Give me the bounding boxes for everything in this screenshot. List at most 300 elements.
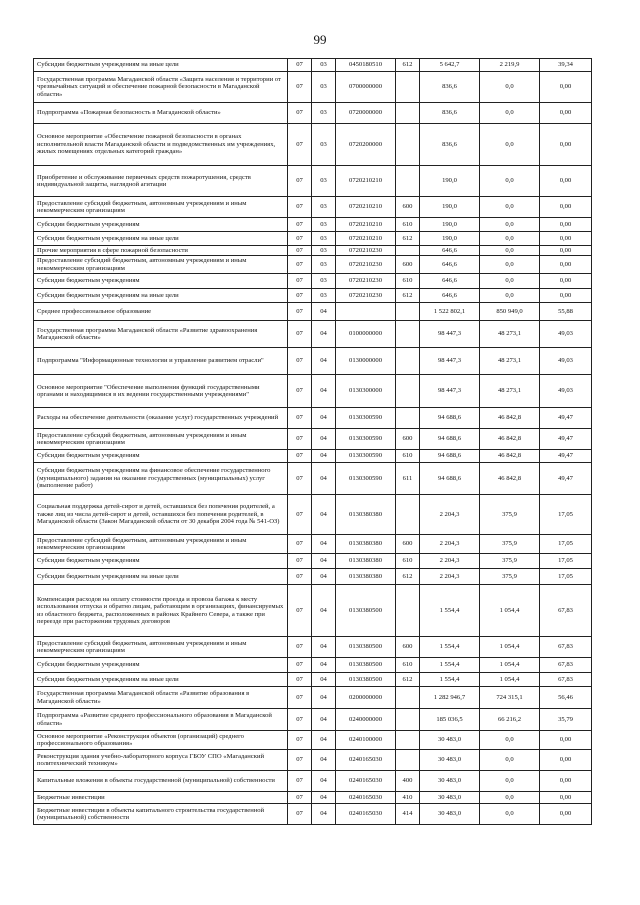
target-article-cell: 0130380380 (336, 554, 396, 569)
section-code-cell: 07 (288, 246, 312, 256)
section-code-cell: 07 (288, 750, 312, 771)
subsection-code-cell: 04 (312, 463, 336, 495)
section-code-cell: 07 (288, 103, 312, 124)
expense-name-cell: Субсидии бюджетным учреждениям на иные цели (34, 569, 288, 585)
expense-name-cell: Предоставление субсидий бюджетным, автономным учреждениям и иным некоммерческим организациям (34, 535, 288, 554)
section-code-cell: 07 (288, 166, 312, 197)
approved-amount-cell: 1 554,4 (420, 637, 480, 658)
expense-type-cell: 400 (396, 771, 420, 792)
target-article-cell: 0130380380 (336, 535, 396, 554)
expense-name-cell: Социальная поддержка детей-сирот и детей, оставшихся без попечения родителей, а также лиц из числа детей-сирот и детей, оставшихся без попечения родителей, в Магаданской области (Закон Магаданской области от 30 декабря 2004 года № 541-ОЗ) (34, 495, 288, 535)
execution-percent-cell: 0,00 (540, 166, 592, 197)
approved-amount-cell: 5 642,7 (420, 59, 480, 72)
table-row (34, 673, 592, 687)
expense-type-cell: 610 (396, 450, 420, 463)
approved-amount-cell: 836,6 (420, 103, 480, 124)
section-code-cell: 07 (288, 429, 312, 450)
target-article-cell: 0240165030 (336, 804, 396, 825)
expense-name-cell: Субсидии бюджетным учреждениям (34, 658, 288, 673)
expense-name-cell: Субсидии бюджетным учреждениям на иные цели (34, 673, 288, 687)
expense-type-cell (396, 303, 420, 321)
subsection-code-cell: 04 (312, 569, 336, 585)
table-row (34, 709, 592, 731)
expense-name-cell: Приобретение и обслуживание первичных средств пожаротушения, средств индивидуальной защиты, наглядной агитации (34, 166, 288, 197)
target-article-cell: 0720210230 (336, 246, 396, 256)
expense-name-cell: Субсидии бюджетным учреждениям (34, 218, 288, 232)
section-code-cell: 07 (288, 463, 312, 495)
executed-amount-cell: 0,0 (480, 72, 540, 103)
expense-type-cell: 610 (396, 554, 420, 569)
target-article-cell: 0240165030 (336, 792, 396, 804)
execution-percent-cell: 0,00 (540, 274, 592, 289)
subsection-code-cell: 03 (312, 246, 336, 256)
section-code-cell: 07 (288, 687, 312, 709)
expense-name-cell: Субсидии бюджетным учреждениям на иные цели (34, 289, 288, 303)
table-row (34, 321, 592, 348)
execution-percent-cell: 0,00 (540, 731, 592, 750)
subsection-code-cell: 03 (312, 72, 336, 103)
table-row (34, 535, 592, 554)
table-row (34, 569, 592, 585)
target-article-cell: 0130000000 (336, 348, 396, 375)
page-number: 99 (313, 32, 327, 47)
executed-amount-cell: 0,0 (480, 124, 540, 166)
subsection-code-cell: 03 (312, 103, 336, 124)
expense-type-cell (396, 687, 420, 709)
table-row (34, 731, 592, 750)
executed-amount-cell: 0,0 (480, 232, 540, 246)
expense-type-cell (396, 408, 420, 429)
expense-type-cell (396, 375, 420, 408)
subsection-code-cell: 04 (312, 731, 336, 750)
expense-name-cell: Среднее профессиональное образование (34, 303, 288, 321)
execution-percent-cell: 67,83 (540, 637, 592, 658)
expense-name-cell: Расходы на обеспечение деятельности (оказание услуг) государственных учреждений (34, 408, 288, 429)
execution-percent-cell: 49,47 (540, 463, 592, 495)
execution-percent-cell: 17,05 (540, 554, 592, 569)
expense-name-cell: Компенсация расходов на оплату стоимости проезда и провоза багажа к месту использования отпуска и обратно лицам, работающим в организациях, финансируемых из областного бюджета, расположенных в районах Крайнего Севера, а также при переезде при расторжении трудовых договоров (34, 585, 288, 637)
expense-name-cell: Основное мероприятие «Реконструкция объектов (организаций) среднего профессионального образования» (34, 731, 288, 750)
executed-amount-cell: 375,9 (480, 554, 540, 569)
table-row (34, 256, 592, 274)
executed-amount-cell: 0,0 (480, 166, 540, 197)
section-code-cell: 07 (288, 495, 312, 535)
expense-name-cell: Государственная программа Магаданской области «Развитие образования в Магаданской области» (34, 687, 288, 709)
section-code-cell: 07 (288, 124, 312, 166)
expense-name-cell: Бюджетные инвестиции в объекты капитального строительства государственной (муниципальной) собственности (34, 804, 288, 825)
expense-name-cell: Основное мероприятие "Обеспечение выполнения функций государственными органами и находящимися в их ведении государственными учреждениями" (34, 375, 288, 408)
executed-amount-cell: 0,0 (480, 289, 540, 303)
subsection-code-cell: 04 (312, 585, 336, 637)
table-row (34, 289, 592, 303)
table-row (34, 408, 592, 429)
approved-amount-cell: 190,0 (420, 197, 480, 218)
expense-type-cell: 600 (396, 256, 420, 274)
execution-percent-cell: 0,00 (540, 124, 592, 166)
execution-percent-cell: 0,00 (540, 750, 592, 771)
section-code-cell: 07 (288, 771, 312, 792)
execution-percent-cell: 35,79 (540, 709, 592, 731)
target-article-cell: 0130300590 (336, 450, 396, 463)
executed-amount-cell: 0,0 (480, 771, 540, 792)
section-code-cell: 07 (288, 804, 312, 825)
executed-amount-cell: 48 273,1 (480, 375, 540, 408)
expense-type-cell (396, 495, 420, 535)
expense-name-cell: Государственная программа Магаданской области «Развитие здравоохранения Магаданской области» (34, 321, 288, 348)
expense-type-cell (396, 166, 420, 197)
expense-type-cell: 612 (396, 569, 420, 585)
executed-amount-cell: 1 054,4 (480, 637, 540, 658)
target-article-cell: 0720210230 (336, 256, 396, 274)
executed-amount-cell: 0,0 (480, 103, 540, 124)
target-article-cell: 0700000000 (336, 72, 396, 103)
approved-amount-cell: 98 447,3 (420, 375, 480, 408)
execution-percent-cell: 49,47 (540, 429, 592, 450)
expense-type-cell (396, 246, 420, 256)
expense-name-cell: Субсидии бюджетным учреждениям на иные цели (34, 59, 288, 72)
execution-percent-cell: 67,83 (540, 673, 592, 687)
target-article-cell: 0720210230 (336, 274, 396, 289)
table-row (34, 463, 592, 495)
expense-type-cell (396, 72, 420, 103)
subsection-code-cell: 04 (312, 375, 336, 408)
execution-percent-cell: 0,00 (540, 218, 592, 232)
subsection-code-cell: 04 (312, 804, 336, 825)
executed-amount-cell: 48 273,1 (480, 321, 540, 348)
section-code-cell: 07 (288, 375, 312, 408)
expense-type-cell (396, 348, 420, 375)
expense-type-cell (396, 709, 420, 731)
table-row (34, 197, 592, 218)
expense-type-cell: 610 (396, 274, 420, 289)
approved-amount-cell: 94 688,6 (420, 429, 480, 450)
executed-amount-cell: 0,0 (480, 218, 540, 232)
target-article-cell: 0130380500 (336, 585, 396, 637)
target-article-cell: 0720210210 (336, 232, 396, 246)
subsection-code-cell: 04 (312, 709, 336, 731)
execution-percent-cell: 49,03 (540, 348, 592, 375)
table-row (34, 429, 592, 450)
subsection-code-cell: 04 (312, 429, 336, 450)
approved-amount-cell: 646,6 (420, 256, 480, 274)
approved-amount-cell: 646,6 (420, 246, 480, 256)
executed-amount-cell: 724 315,1 (480, 687, 540, 709)
executed-amount-cell: 850 949,0 (480, 303, 540, 321)
target-article-cell: 0130380500 (336, 673, 396, 687)
expense-name-cell: Капитальные вложения в объекты государственной (муниципальной) собственности (34, 771, 288, 792)
section-code-cell: 07 (288, 554, 312, 569)
approved-amount-cell: 1 554,4 (420, 658, 480, 673)
executed-amount-cell: 1 054,4 (480, 673, 540, 687)
executed-amount-cell: 46 842,8 (480, 408, 540, 429)
expense-type-cell (396, 731, 420, 750)
expense-name-cell: Подпрограмма «Пожарная безопасность в Магаданской области» (34, 103, 288, 124)
table-row (34, 687, 592, 709)
executed-amount-cell: 0,0 (480, 792, 540, 804)
expense-name-cell: Подпрограмма "Информационные технологии и управление развитием отрасли" (34, 348, 288, 375)
subsection-code-cell: 04 (312, 450, 336, 463)
table-row (34, 246, 592, 256)
approved-amount-cell: 190,0 (420, 166, 480, 197)
approved-amount-cell: 2 204,3 (420, 554, 480, 569)
table-row (34, 303, 592, 321)
approved-amount-cell: 30 483,0 (420, 792, 480, 804)
table-row (34, 792, 592, 804)
table-row (34, 103, 592, 124)
executed-amount-cell: 2 219,9 (480, 59, 540, 72)
approved-amount-cell: 1 554,4 (420, 673, 480, 687)
table-row (34, 124, 592, 166)
section-code-cell: 07 (288, 274, 312, 289)
execution-percent-cell: 17,05 (540, 569, 592, 585)
executed-amount-cell: 1 054,4 (480, 585, 540, 637)
approved-amount-cell: 94 688,6 (420, 463, 480, 495)
execution-percent-cell: 17,05 (540, 535, 592, 554)
table-row (34, 804, 592, 825)
table-row (34, 274, 592, 289)
expense-type-cell (396, 750, 420, 771)
approved-amount-cell: 30 483,0 (420, 771, 480, 792)
expense-name-cell: Реконструкция здания учебно-лабораторного корпуса ГБОУ СПО «Магаданский политехнический техникум» (34, 750, 288, 771)
executed-amount-cell: 46 842,8 (480, 450, 540, 463)
executed-amount-cell: 375,9 (480, 535, 540, 554)
execution-percent-cell: 0,00 (540, 246, 592, 256)
table-row (34, 348, 592, 375)
target-article-cell: 0130300590 (336, 463, 396, 495)
expense-type-cell (396, 585, 420, 637)
target-article-cell: 0130380380 (336, 569, 396, 585)
expense-name-cell: Субсидии бюджетным учреждениям (34, 274, 288, 289)
subsection-code-cell: 04 (312, 495, 336, 535)
executed-amount-cell: 66 216,2 (480, 709, 540, 731)
approved-amount-cell: 2 204,3 (420, 495, 480, 535)
subsection-code-cell: 04 (312, 687, 336, 709)
section-code-cell: 07 (288, 569, 312, 585)
expense-name-cell: Государственная программа Магаданской области «Защита населения и территории от чрезвычайных ситуаций и обеспечение пожарной безопасности в Магаданской области» (34, 72, 288, 103)
expense-name-cell: Основное мероприятие «Обеспечение пожарной безопасности в органах исполнительной власти Магаданской области и подведомственных им учреждениях, жилых помещениях отдельных категорий граждан» (34, 124, 288, 166)
execution-percent-cell: 49,03 (540, 321, 592, 348)
approved-amount-cell: 30 483,0 (420, 804, 480, 825)
subsection-code-cell: 04 (312, 673, 336, 687)
approved-amount-cell: 1 554,4 (420, 585, 480, 637)
execution-percent-cell: 49,03 (540, 375, 592, 408)
approved-amount-cell: 30 483,0 (420, 731, 480, 750)
expense-name-cell: Субсидии бюджетным учреждениям (34, 450, 288, 463)
section-code-cell: 07 (288, 709, 312, 731)
executed-amount-cell: 375,9 (480, 495, 540, 535)
subsection-code-cell: 03 (312, 124, 336, 166)
executed-amount-cell: 0,0 (480, 274, 540, 289)
approved-amount-cell: 836,6 (420, 72, 480, 103)
expense-name-cell: Субсидии бюджетным учреждениям на иные цели (34, 232, 288, 246)
section-code-cell: 07 (288, 585, 312, 637)
execution-percent-cell: 0,00 (540, 103, 592, 124)
approved-amount-cell: 98 447,3 (420, 321, 480, 348)
execution-percent-cell: 0,00 (540, 197, 592, 218)
target-article-cell: 0100000000 (336, 321, 396, 348)
executed-amount-cell: 46 842,8 (480, 429, 540, 450)
table-row (34, 166, 592, 197)
table-row (34, 554, 592, 569)
section-code-cell: 07 (288, 658, 312, 673)
approved-amount-cell: 30 483,0 (420, 750, 480, 771)
table-row (34, 637, 592, 658)
subsection-code-cell: 04 (312, 750, 336, 771)
expense-type-cell: 410 (396, 792, 420, 804)
target-article-cell: 0130380380 (336, 495, 396, 535)
execution-percent-cell: 0,00 (540, 72, 592, 103)
section-code-cell: 07 (288, 72, 312, 103)
executed-amount-cell: 46 842,8 (480, 463, 540, 495)
target-article-cell: 0720210210 (336, 218, 396, 232)
section-code-cell: 07 (288, 731, 312, 750)
target-article-cell: 0720210210 (336, 166, 396, 197)
table-row (34, 771, 592, 792)
execution-percent-cell: 0,00 (540, 771, 592, 792)
subsection-code-cell: 04 (312, 348, 336, 375)
subsection-code-cell: 03 (312, 232, 336, 246)
approved-amount-cell: 190,0 (420, 232, 480, 246)
subsection-code-cell: 04 (312, 554, 336, 569)
budget-table-body (34, 59, 592, 825)
target-article-cell: 0130300590 (336, 408, 396, 429)
execution-percent-cell: 56,46 (540, 687, 592, 709)
section-code-cell: 07 (288, 450, 312, 463)
section-code-cell: 07 (288, 232, 312, 246)
table-row (34, 218, 592, 232)
section-code-cell: 07 (288, 321, 312, 348)
executed-amount-cell: 0,0 (480, 804, 540, 825)
target-article-cell: 0450180510 (336, 59, 396, 72)
table-row (34, 232, 592, 246)
target-article-cell: 0130300000 (336, 375, 396, 408)
approved-amount-cell: 1 522 802,1 (420, 303, 480, 321)
execution-percent-cell: 55,88 (540, 303, 592, 321)
expense-type-cell: 600 (396, 535, 420, 554)
target-article-cell: 0720200000 (336, 124, 396, 166)
expense-type-cell (396, 103, 420, 124)
expense-type-cell (396, 124, 420, 166)
table-row (34, 585, 592, 637)
target-article-cell: 0240100000 (336, 731, 396, 750)
subsection-code-cell: 03 (312, 274, 336, 289)
section-code-cell: 07 (288, 637, 312, 658)
subsection-code-cell: 04 (312, 637, 336, 658)
expense-name-cell: Субсидии бюджетным учреждениям (34, 554, 288, 569)
approved-amount-cell: 836,6 (420, 124, 480, 166)
subsection-code-cell: 03 (312, 289, 336, 303)
expense-type-cell: 612 (396, 289, 420, 303)
executed-amount-cell: 0,0 (480, 731, 540, 750)
expense-type-cell: 600 (396, 637, 420, 658)
target-article-cell: 0720210210 (336, 197, 396, 218)
table-row (34, 658, 592, 673)
execution-percent-cell: 17,05 (540, 495, 592, 535)
approved-amount-cell: 1 282 946,7 (420, 687, 480, 709)
execution-percent-cell: 67,83 (540, 585, 592, 637)
approved-amount-cell: 185 036,5 (420, 709, 480, 731)
budget-table (33, 58, 592, 825)
approved-amount-cell: 94 688,6 (420, 408, 480, 429)
subsection-code-cell: 04 (312, 321, 336, 348)
approved-amount-cell: 646,6 (420, 289, 480, 303)
approved-amount-cell: 2 204,3 (420, 569, 480, 585)
target-article-cell: 0130300590 (336, 429, 396, 450)
table-row (34, 495, 592, 535)
section-code-cell: 07 (288, 59, 312, 72)
expense-name-cell: Предоставление субсидий бюджетным, автономным учреждениям и иным некоммерческим организациям (34, 637, 288, 658)
execution-percent-cell: 49,47 (540, 408, 592, 429)
approved-amount-cell: 94 688,6 (420, 450, 480, 463)
approved-amount-cell: 98 447,3 (420, 348, 480, 375)
execution-percent-cell: 0,00 (540, 792, 592, 804)
expense-name-cell: Предоставление субсидий бюджетным, автономным учреждениям и иным некоммерческим организациям (34, 429, 288, 450)
table-row (34, 450, 592, 463)
section-code-cell: 07 (288, 673, 312, 687)
section-code-cell: 07 (288, 792, 312, 804)
subsection-code-cell: 04 (312, 408, 336, 429)
section-code-cell: 07 (288, 256, 312, 274)
subsection-code-cell: 04 (312, 792, 336, 804)
target-article-cell: 0130380500 (336, 637, 396, 658)
expense-type-cell: 600 (396, 429, 420, 450)
execution-percent-cell: 39,34 (540, 59, 592, 72)
approved-amount-cell: 190,0 (420, 218, 480, 232)
subsection-code-cell: 04 (312, 303, 336, 321)
executed-amount-cell: 0,0 (480, 246, 540, 256)
section-code-cell: 07 (288, 197, 312, 218)
expense-name-cell: Предоставление субсидий бюджетным, автономным учреждениям и иным некоммерческим организациям (34, 197, 288, 218)
expense-type-cell (396, 321, 420, 348)
target-article-cell (336, 303, 396, 321)
expense-type-cell: 612 (396, 673, 420, 687)
target-article-cell: 0130380500 (336, 658, 396, 673)
executed-amount-cell: 0,0 (480, 256, 540, 274)
expense-name-cell: Прочие мероприятия в сфере пожарной безопасности (34, 246, 288, 256)
subsection-code-cell: 03 (312, 166, 336, 197)
expense-type-cell: 612 (396, 59, 420, 72)
table-row (34, 750, 592, 771)
subsection-code-cell: 04 (312, 771, 336, 792)
executed-amount-cell: 0,0 (480, 750, 540, 771)
section-code-cell: 07 (288, 408, 312, 429)
expense-type-cell: 612 (396, 232, 420, 246)
expense-type-cell: 414 (396, 804, 420, 825)
execution-percent-cell: 49,47 (540, 450, 592, 463)
approved-amount-cell: 2 204,3 (420, 535, 480, 554)
executed-amount-cell: 375,9 (480, 569, 540, 585)
expense-name-cell: Бюджетные инвестиции (34, 792, 288, 804)
subsection-code-cell: 03 (312, 218, 336, 232)
subsection-code-cell: 04 (312, 535, 336, 554)
expense-type-cell: 600 (396, 197, 420, 218)
execution-percent-cell: 0,00 (540, 232, 592, 246)
target-article-cell: 0720210230 (336, 289, 396, 303)
expense-name-cell: Субсидии бюджетным учреждениям на финансовое обеспечение государственного (муниципального) задания на оказание государственных (муниципальных) услуг (выполнение работ) (34, 463, 288, 495)
target-article-cell: 0240165030 (336, 750, 396, 771)
target-article-cell: 0720000000 (336, 103, 396, 124)
target-article-cell: 0200000000 (336, 687, 396, 709)
executed-amount-cell: 0,0 (480, 197, 540, 218)
executed-amount-cell: 48 273,1 (480, 348, 540, 375)
section-code-cell: 07 (288, 348, 312, 375)
table-row (34, 59, 592, 72)
section-code-cell: 07 (288, 535, 312, 554)
expense-type-cell: 611 (396, 463, 420, 495)
expense-name-cell: Предоставление субсидий бюджетным, автономным учреждениям и иным некоммерческим организациям (34, 256, 288, 274)
section-code-cell: 07 (288, 218, 312, 232)
execution-percent-cell: 67,83 (540, 658, 592, 673)
